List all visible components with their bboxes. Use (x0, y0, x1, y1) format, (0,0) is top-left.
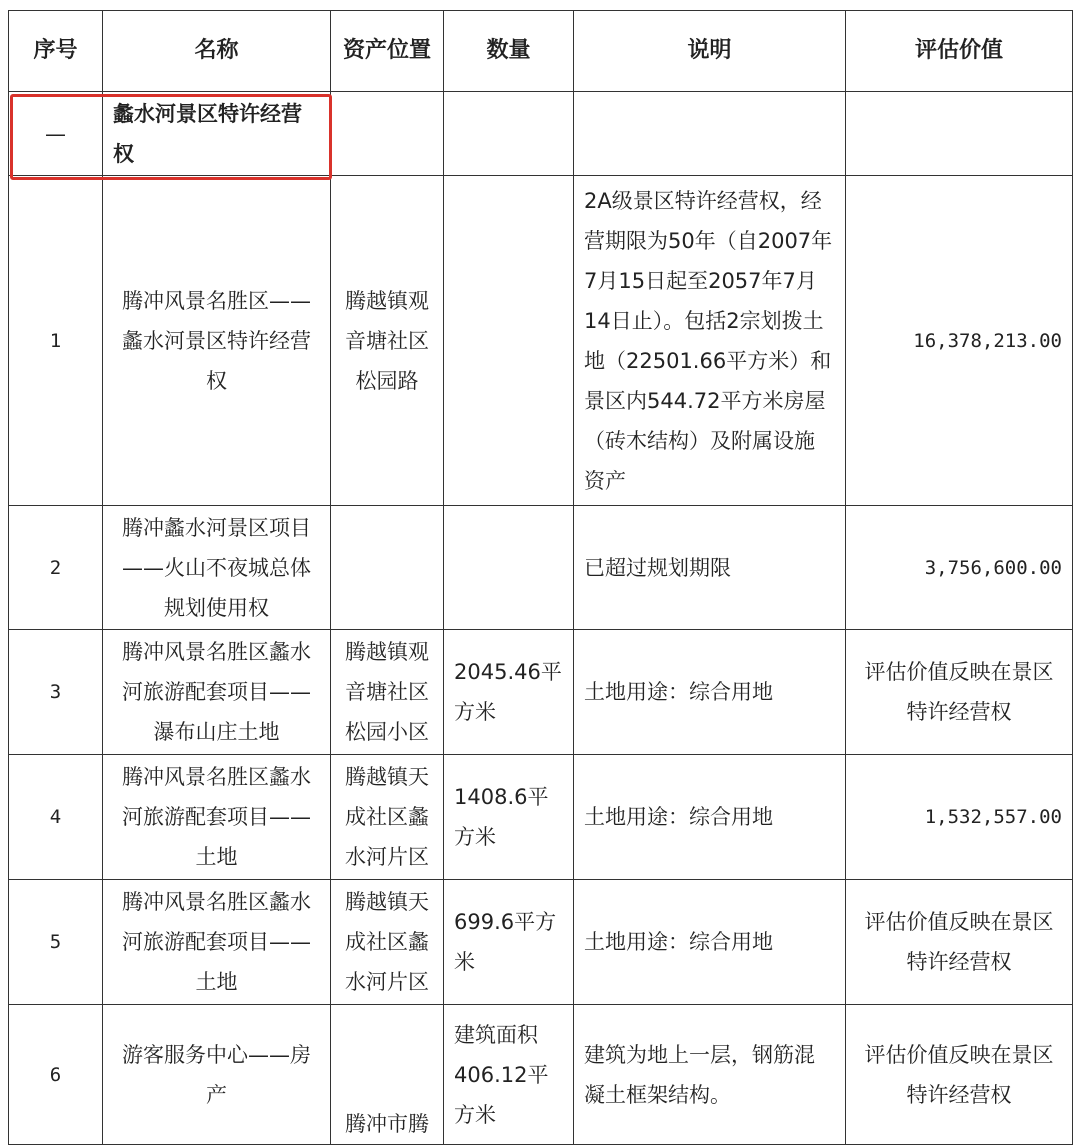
row-name: 腾冲风景名胜区——蠡水河景区特许经营权 (103, 176, 331, 506)
header-location: 资产位置 (331, 11, 444, 92)
row-value: 评估价值反映在景区特许经营权 (846, 1005, 1073, 1145)
row-desc: 2A级景区特许经营权，经营期限为50年（自2007年7月15日起至2057年7月14日止）。包括2宗划拨土地（22501.66平方米）和景区内544.72平方米房屋（砖木结构）及附属设施资产 (574, 176, 846, 506)
section-location (331, 92, 444, 176)
row-qty: 699.6平方米 (444, 880, 574, 1005)
row-qty: 2045.46平方米 (444, 630, 574, 755)
row-qty: 1408.6平方米 (444, 755, 574, 880)
section-desc (574, 92, 846, 176)
row-desc: 土地用途：综合用地 (574, 630, 846, 755)
row-value: 评估价值反映在景区特许经营权 (846, 630, 1073, 755)
header-no: 序号 (9, 11, 103, 92)
row-name: 腾冲风景名胜区蠡水河旅游配套项目——瀑布山庄土地 (103, 630, 331, 755)
row-no: 6 (9, 1005, 103, 1145)
table-row (9, 506, 1073, 630)
table-row (9, 880, 1073, 1005)
row-desc: 土地用途：综合用地 (574, 880, 846, 1005)
row-no: 2 (9, 506, 103, 630)
row-location (331, 506, 444, 630)
table-row (9, 630, 1073, 755)
section-qty (444, 92, 574, 176)
row-qty (444, 176, 574, 506)
row-location: 腾越镇观音塘社区松园路 (331, 176, 444, 506)
table-row (9, 755, 1073, 880)
table-row (9, 176, 1073, 506)
row-location: 腾越镇天成社区蠡水河片区 (331, 755, 444, 880)
header-value: 评估价值 (846, 11, 1073, 92)
row-desc: 建筑为地上一层，钢筋混凝土框架结构。 (574, 1005, 846, 1145)
row-name: 腾冲风景名胜区蠡水河旅游配套项目——土地 (103, 755, 331, 880)
row-value: 评估价值反映在景区特许经营权 (846, 880, 1073, 1005)
row-no: 3 (9, 630, 103, 755)
row-location: 腾越镇天成社区蠡水河片区 (331, 880, 444, 1005)
header-qty: 数量 (444, 11, 574, 92)
asset-table (8, 10, 1073, 1145)
row-qty: 建筑面积406.12平方米 (444, 1005, 574, 1145)
section-name: 蠡水河景区特许经营权 (103, 92, 331, 176)
table-row (9, 1005, 1073, 1145)
row-name: 游客服务中心——房产 (103, 1005, 331, 1145)
row-value: 16,378,213.00 (846, 176, 1073, 506)
row-desc: 土地用途：综合用地 (574, 755, 846, 880)
row-name: 腾冲风景名胜区蠡水河旅游配套项目——土地 (103, 880, 331, 1005)
section-no: — (9, 92, 103, 176)
header-name: 名称 (103, 11, 331, 92)
row-location: 腾冲市腾 (331, 1005, 444, 1145)
header-desc: 说明 (574, 11, 846, 92)
row-no: 1 (9, 176, 103, 506)
section-value (846, 92, 1073, 176)
row-location: 腾越镇观音塘社区松园小区 (331, 630, 444, 755)
row-desc: 已超过规划期限 (574, 506, 846, 630)
row-qty (444, 506, 574, 630)
row-name: 腾冲蠡水河景区项目——火山不夜城总体规划使用权 (103, 506, 331, 630)
row-value: 3,756,600.00 (846, 506, 1073, 630)
row-no: 5 (9, 880, 103, 1005)
section-row (9, 92, 1073, 176)
header-row (9, 11, 1073, 92)
row-value: 1,532,557.00 (846, 755, 1073, 880)
row-no: 4 (9, 755, 103, 880)
